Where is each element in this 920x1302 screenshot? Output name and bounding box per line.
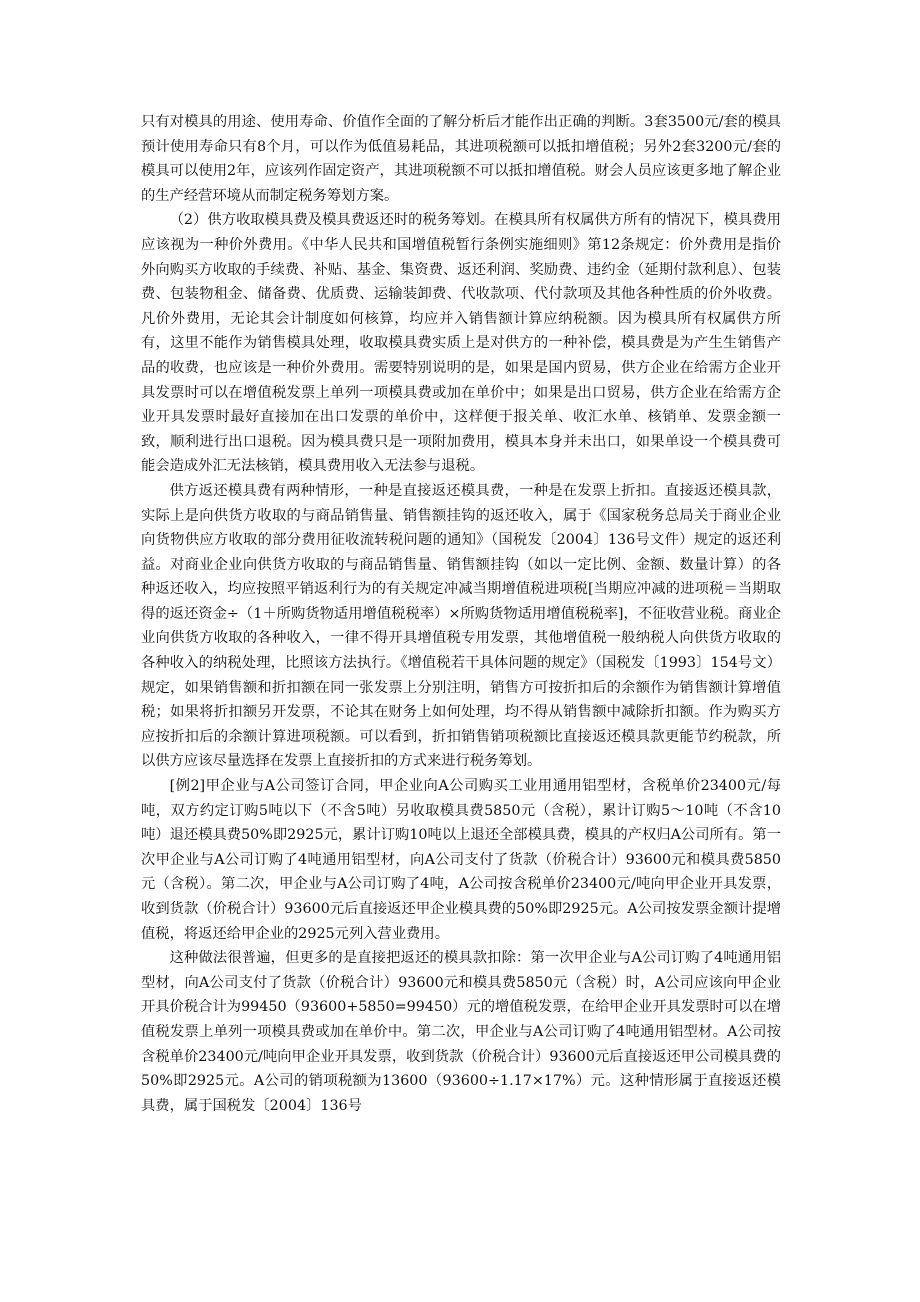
document-page: [141, 110, 781, 1118]
paragraph-2: （2）供方收取模具费及模具费返还时的税务筹划。在模具所有权属供方所有的情况下，模具费用应该视为一种价外费用。《中华人民共和国增值税暂行条例实施细则》第12条规定：价外费用是指价外向购买方收取的手续费、补贴、基金、集资费、返还利润、奖励费、违约金（延期付款利息）、包装费、包装物租金、储备费、优质费、运输装卸费、代收款项、代付款项及其他各种性质的价外收费。凡价外费用，无论其会计制度如何核算，均应并入销售额计算应纳税额。因为模具所有权属供方所有，这里不能作为销售模具处理，收取模具费实质上是对供方的一种补偿，模具费是为产生生销售产品的收费，也应该是一种价外费用。需要特别说明的是，如果是国内贸易，供方企业在给需方企业开具发票时可以在增值税发票上单列一项模具费或加在单价中；如果是出口贸易，供方企业在给需方企业开具发票时最好直接加在出口发票的单价中，这样便于报关单、收汇水单、核销单、发票金额一致，顺利进行出口退税。因为模具费只是一项附加费用，模具本身并未出口，如果单设一个模具费可能会造成外汇无法核销，模具费用收入无法参与退税。: [141, 212, 781, 475]
paragraph-3: 供方返还模具费有两种情形，一种是直接返还模具费，一种是在发票上折扣。直接返还模具款，实际上是向供货方收取的与商品销售量、销售额挂钩的返还收入，属于《国家税务总局关于商业企业向货物供应方收取的部分费用征收流转税问题的通知》（国税发〔2004〕136号文件）规定的返还利益。对商业企业向供货方收取的与商品销售量、销售额挂钩（如以一定比例、金额、数量计算）的各种返还收入，均应按照平销返利行为的有关规定冲减当期增值税进项税[当期应冲减的进项税＝当期取得的返还资金÷（1＋所购货物适用增值税税率）×所购货物适用增值税税率]，不征收营业税。商业企业向供货方收取的各种收入，一律不得开具增值税专用发票，其他增值税一般纳税人向供货方收取的各种收入的纳税处理，比照该方法执行。《增值税若干具体问题的规定》（国税发〔1993〕154号文）规定，如果销售额和折扣额在同一张发票上分别注明，销售方可按折扣后的余额作为销售额计算增值税；如果将折扣额另开发票，不论其在财务上如何处理，均不得从销售额中减除折扣额。作为购买方应按折扣后的余额计算进项税额。可以看到，折扣销售销项税额比直接返还模具款更能节约税款，所以供方应该尽量选择在发票上直接折扣的方式来进行税务筹划。: [141, 482, 781, 770]
paragraph-1: 只有对模具的用途、使用寿命、价值作全面的了解分析后才能作出正确的判断。3套3500元/套的模具预计使用寿命只有8个月，可以作为低值易耗品，其进项税额可以抵扣增值税；另外2套3200元/套的模具可以使用2年，应该列作固定资产，其进项税额不可以抵扣增值税。财会人员应该更多地了解企业的生产经营环境从而制定税务筹划方案。: [141, 114, 781, 204]
paragraph-4: [例2]甲企业与A公司签订合同，甲企业向A公司购买工业用通用铝型材，含税单价23400元/每吨，双方约定订购5吨以下（不含5吨）另收取模具费5850元（含税），累计订购5～10吨（不含10吨）退还模具费50%即2925元，累计订购10吨以上退还全部模具费，模具的产权归A公司所有。第一次甲企业与A公司订购了4吨通用铝型材，向A公司支付了货款（价税合计）93600元和模具费5850元（含税）。第二次，甲企业与A公司订购了4吨，A公司按含税单价23400元/吨向甲企业开具发票，收到货款（价税合计）93600元后直接返还甲企业模具费的50%即2925元。A公司按发票金额计提增值税，将返还给甲企业的2925元列入营业费用。: [141, 778, 781, 942]
paragraph-5: 这种做法很普遍，但更多的是直接把返还的模具款扣除：第一次甲企业与A公司订购了4吨通用铝型材，向A公司支付了货款（价税合计）93600元和模具费5850元（含税）时，A公司应该向甲企业开具价税合计为99450（93600+5850=99450）元的增值税发票，在给甲企业开具发票时可以在增值税发票上单列一项模具费或加在单价中。第二次，甲企业与A公司订购了4吨通用铝型材。A公司按含税单价23400元/吨向甲企业开具发票，收到货款（价税合计）93600元后直接返还甲公司模具费的50%即2925元。A公司的销项税额为13600（93600÷1.17×17%）元。这种情形属于直接返还模具费，属于国税发〔2004〕136号: [141, 950, 781, 1114]
